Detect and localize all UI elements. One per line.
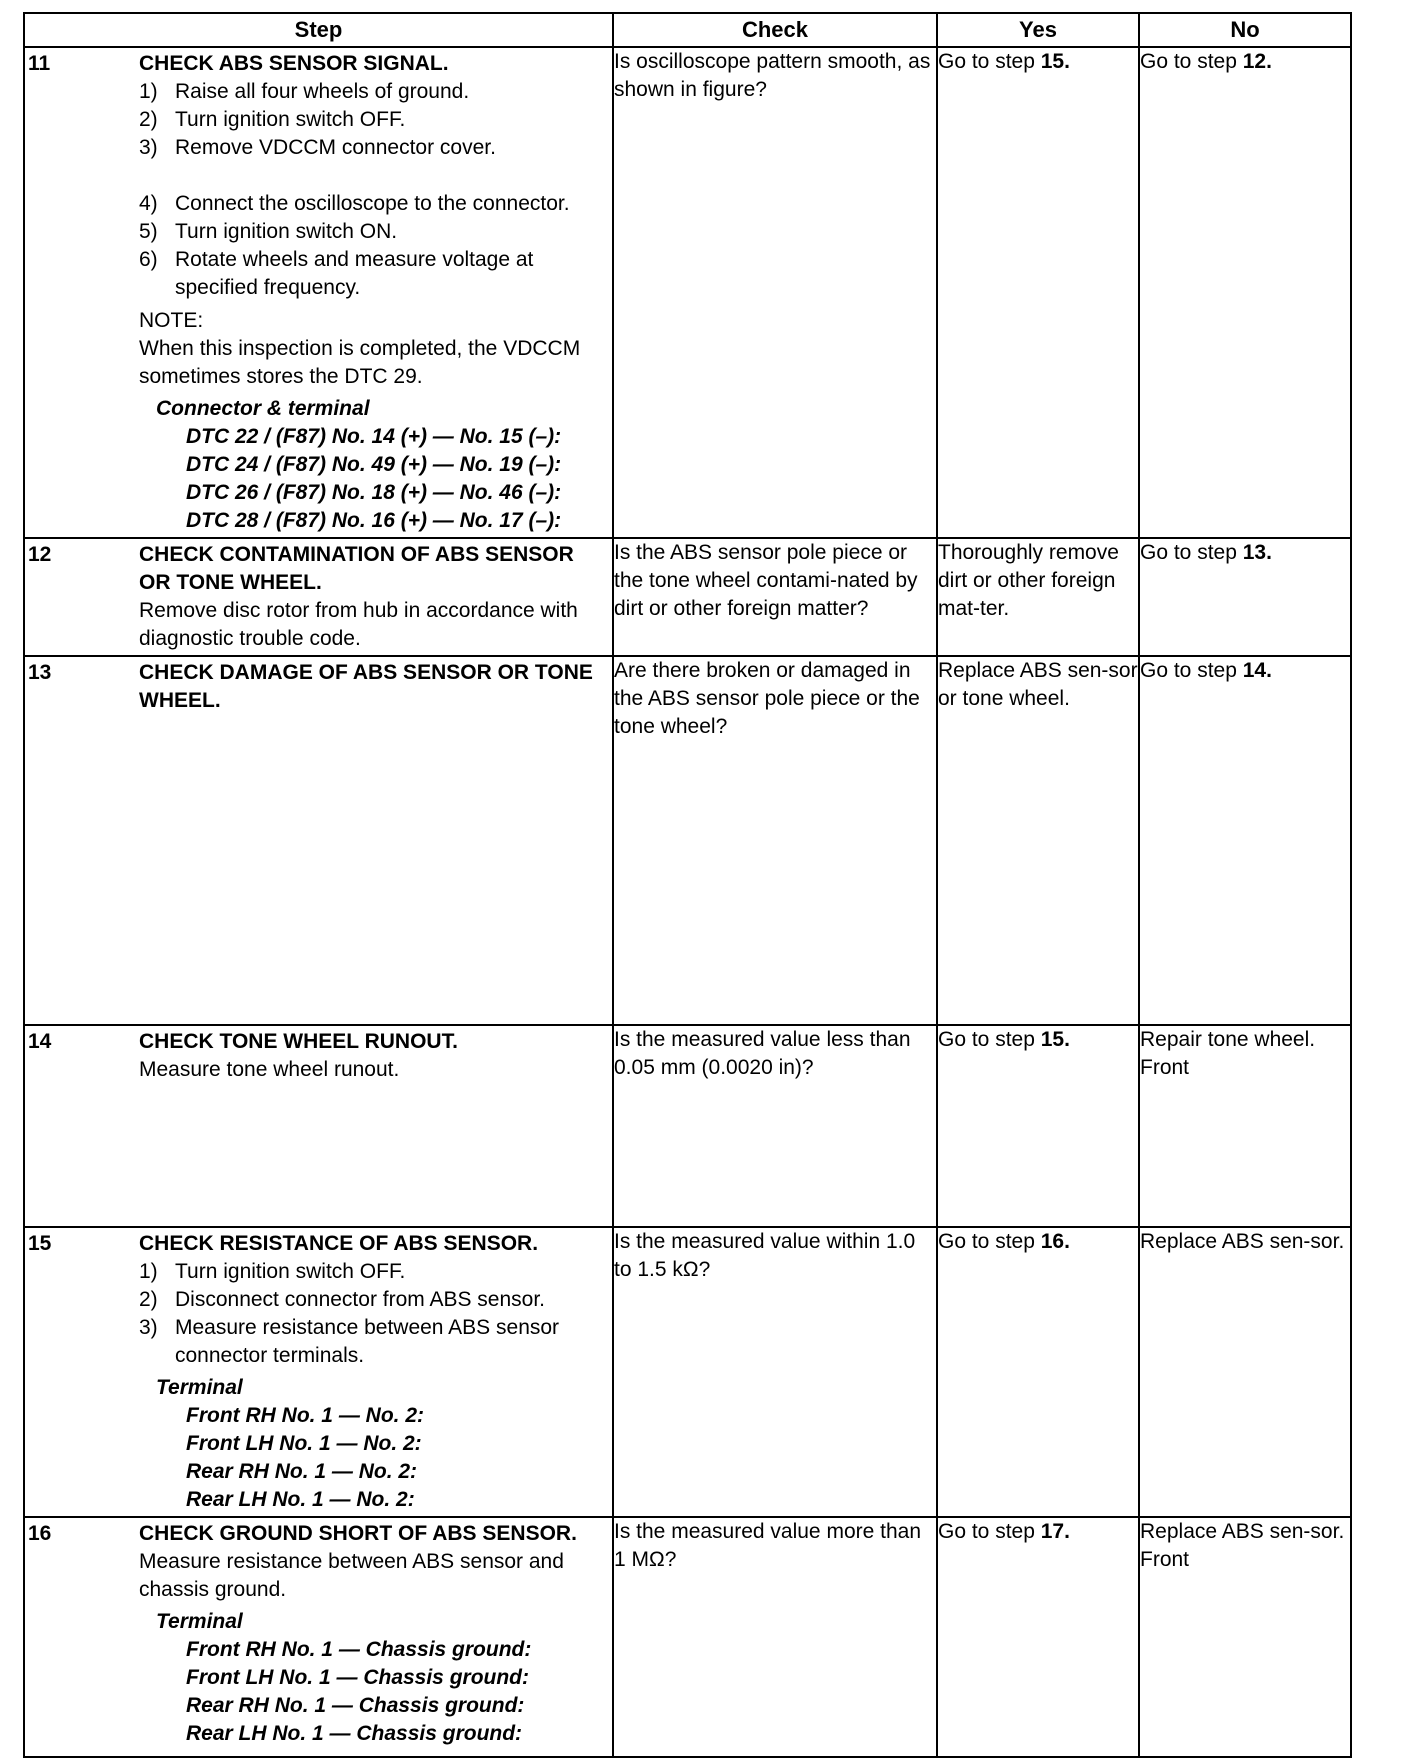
step-text: Measure resistance between ABS sensor and chassis ground. bbox=[139, 1550, 564, 1601]
header-step: Step bbox=[24, 13, 613, 47]
terminal-spec: Rear LH No. 1 — No. 2: bbox=[186, 1488, 415, 1511]
procedure-list bbox=[139, 1258, 610, 1370]
step-title: CHECK RESISTANCE OF ABS SENSOR. bbox=[139, 1232, 539, 1255]
terminal-spec: Front LH No. 1 — No. 2: bbox=[186, 1432, 422, 1455]
check-cell: Is the measured value within 1.0 to 1.5 kΩ? bbox=[613, 1227, 937, 1517]
terminal-spec: Rear RH No. 1 — No. 2: bbox=[186, 1460, 418, 1483]
table-row bbox=[24, 538, 1351, 656]
step-number: 12 bbox=[28, 543, 52, 566]
terminal-heading: Terminal bbox=[156, 1376, 243, 1399]
yes-cell: Go to step 15. bbox=[937, 47, 1139, 538]
yes-cell: Go to step 15. bbox=[937, 1025, 1139, 1227]
step-text: Measure tone wheel runout. bbox=[139, 1058, 400, 1081]
check-cell: Is oscilloscope pattern smooth, as shown in figure? bbox=[613, 47, 937, 538]
terminal-spec: Front RH No. 1 — Chassis ground: bbox=[186, 1638, 532, 1661]
no-cell: Replace ABS sen-sor. bbox=[1139, 1227, 1351, 1517]
connector-heading: Connector & terminal bbox=[156, 397, 370, 420]
step-cell-13 bbox=[24, 656, 613, 1025]
step-cell-11 bbox=[24, 47, 613, 538]
step-cell-14 bbox=[24, 1025, 613, 1227]
yes-cell: Go to step 16. bbox=[937, 1227, 1139, 1517]
step-title: CHECK GROUND SHORT OF ABS SENSOR. bbox=[139, 1522, 577, 1545]
no-cell: Replace ABS sen-sor. Front bbox=[1139, 1517, 1351, 1757]
table-header-row bbox=[24, 13, 1351, 47]
step-number: 14 bbox=[28, 1030, 52, 1053]
step-title: CHECK ABS SENSOR SIGNAL. bbox=[139, 52, 449, 75]
table-row bbox=[24, 1517, 1351, 1757]
note-label: NOTE: bbox=[139, 309, 204, 332]
procedure-item: 3) Measure resistance between ABS sensor connector terminals. bbox=[139, 1316, 560, 1367]
terminal-spec: Front LH No. 1 — Chassis ground: bbox=[186, 1666, 530, 1689]
no-cell: Repair tone wheel. Front bbox=[1139, 1025, 1351, 1227]
yes-cell: Go to step 17. bbox=[937, 1517, 1139, 1757]
step-cell-15 bbox=[24, 1227, 613, 1517]
step-text: Remove disc rotor from hub in accordance with diagnostic trouble code. bbox=[139, 599, 578, 650]
table-row bbox=[24, 1025, 1351, 1227]
procedure-item: 3) Remove VDCCM connector cover. bbox=[139, 136, 496, 159]
table-row bbox=[24, 1227, 1351, 1517]
table-row bbox=[24, 47, 1351, 538]
step-title: CHECK DAMAGE OF ABS SENSOR OR TONE WHEEL. bbox=[139, 661, 593, 712]
procedure-item: 5) Turn ignition switch ON. bbox=[139, 220, 398, 243]
terminal-spec: DTC 22 / (F87) No. 14 (+) — No. 15 (–): bbox=[186, 425, 562, 448]
terminal-spec: Rear LH No. 1 — Chassis ground: bbox=[186, 1722, 523, 1745]
no-cell: Go to step 13. bbox=[1139, 538, 1351, 656]
terminal-spec: DTC 26 / (F87) No. 18 (+) — No. 46 (–): bbox=[186, 481, 562, 504]
procedure-list bbox=[139, 78, 610, 162]
no-cell: Go to step 12. bbox=[1139, 47, 1351, 538]
step-number: 15 bbox=[28, 1232, 52, 1255]
step-title: CHECK CONTAMINATION OF ABS SENSOR OR TONE WHEEL. bbox=[139, 543, 574, 594]
step-number: 16 bbox=[28, 1522, 52, 1545]
no-cell: Go to step 14. bbox=[1139, 656, 1351, 1025]
yes-cell: Replace ABS sen-sor or tone wheel. bbox=[937, 656, 1139, 1025]
check-cell: Is the measured value more than 1 MΩ? bbox=[613, 1517, 937, 1757]
procedure-item: 6) Rotate wheels and measure voltage at specified frequency. bbox=[139, 248, 534, 299]
check-cell: Is the ABS sensor pole piece or the tone wheel contami-nated by dirt or other foreign matter? bbox=[613, 538, 937, 656]
procedure-item: 2) Disconnect connector from ABS sensor. bbox=[139, 1288, 546, 1311]
procedure-item: 1) Turn ignition switch OFF. bbox=[139, 1260, 406, 1283]
terminal-spec: Rear RH No. 1 — Chassis ground: bbox=[186, 1694, 525, 1717]
note-text: When this inspection is completed, the VDCCM sometimes stores the DTC 29. bbox=[139, 337, 581, 388]
yes-cell: Thoroughly remove dirt or other foreign mat-ter. bbox=[937, 538, 1139, 656]
terminal-spec: Front RH No. 1 — No. 2: bbox=[186, 1404, 424, 1427]
procedure-item: 1) Raise all four wheels of ground. bbox=[139, 80, 470, 103]
header-yes: Yes bbox=[937, 13, 1139, 47]
terminal-heading: Terminal bbox=[156, 1610, 243, 1633]
step-cell-12 bbox=[24, 538, 613, 656]
procedure-item: 2) Turn ignition switch OFF. bbox=[139, 108, 406, 131]
header-check: Check bbox=[613, 13, 937, 47]
step-cell-16 bbox=[24, 1517, 613, 1757]
diagnostic-table-sheet bbox=[23, 12, 1350, 1750]
step-number: 11 bbox=[28, 52, 51, 75]
procedure-item: 4) Connect the oscilloscope to the connector. bbox=[139, 192, 570, 215]
check-cell: Is the measured value less than 0.05 mm (0.0020 in)? bbox=[613, 1025, 937, 1227]
procedure-list bbox=[139, 190, 610, 302]
header-no: No bbox=[1139, 13, 1351, 47]
terminal-spec: DTC 28 / (F87) No. 16 (+) — No. 17 (–): bbox=[186, 509, 562, 532]
check-cell: Are there broken or damaged in the ABS sensor pole piece or the tone wheel? bbox=[613, 656, 937, 1025]
table-row bbox=[24, 656, 1351, 1025]
step-number: 13 bbox=[28, 661, 52, 684]
terminal-spec: DTC 24 / (F87) No. 49 (+) — No. 19 (–): bbox=[186, 453, 562, 476]
step-title: CHECK TONE WHEEL RUNOUT. bbox=[139, 1030, 458, 1053]
diagnostic-table bbox=[23, 12, 1352, 1758]
